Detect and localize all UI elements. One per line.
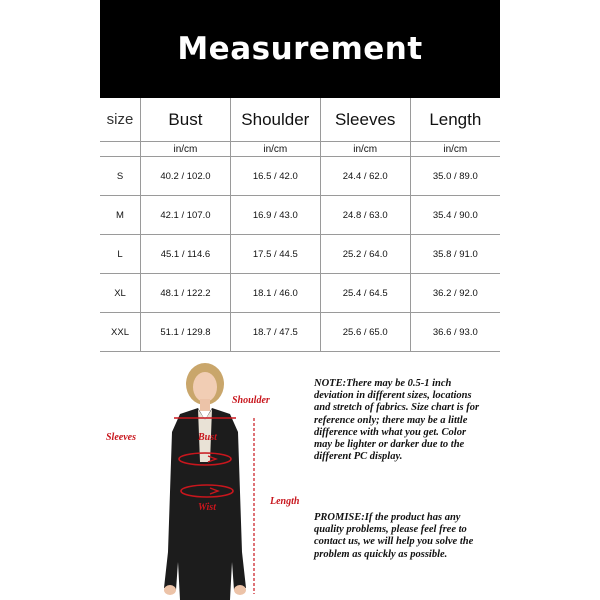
size-cell: XXL <box>100 313 141 352</box>
table-header-row <box>100 98 500 142</box>
shoulder-cell: 16.9 / 43.0 <box>230 196 320 235</box>
unit-cell: in/cm <box>230 142 320 157</box>
sleeves-label: Sleeves <box>106 432 136 443</box>
unit-cell: in/cm <box>141 142 231 157</box>
unit-cell: in/cm <box>410 142 500 157</box>
note-text: NOTE:There may be 0.5-1 inch deviation in different sizes, locations and stretch of fabrics. Size chart is for reference only; there may be a little difference with what you get. Color may be lighter or darker due to the different PC display. <box>314 378 480 463</box>
table-row <box>100 274 500 313</box>
column-header-shoulder: Shoulder <box>230 98 320 142</box>
unit-row <box>100 142 500 157</box>
wist-label: Wist <box>198 502 216 513</box>
length-cell: 35.8 / 91.0 <box>410 235 500 274</box>
table-row <box>100 157 500 196</box>
size-cell: L <box>100 235 141 274</box>
bust-label: Bust <box>198 432 217 443</box>
left-hand-shape <box>164 585 176 595</box>
table-row <box>100 196 500 235</box>
neck-shape <box>200 399 210 411</box>
shoulder-cell: 18.1 / 46.0 <box>230 274 320 313</box>
shoulder-label: Shoulder <box>232 395 270 406</box>
header-banner <box>100 0 500 98</box>
shoulder-cell: 18.7 / 47.5 <box>230 313 320 352</box>
sleeves-cell: 25.4 / 64.5 <box>320 274 410 313</box>
promise-text: PROMISE:If the product has any quality problems, please feel free to contact us, we will help you solve the problem as quickly as possible. <box>314 512 474 560</box>
bust-cell: 40.2 / 102.0 <box>141 157 231 196</box>
shoulder-cell: 16.5 / 42.0 <box>230 157 320 196</box>
length-cell: 36.6 / 93.0 <box>410 313 500 352</box>
table-row <box>100 313 500 352</box>
size-cell: S <box>100 157 141 196</box>
unit-cell-empty <box>100 142 141 157</box>
length-cell: 36.2 / 92.0 <box>410 274 500 313</box>
bust-cell: 48.1 / 122.2 <box>141 274 231 313</box>
bust-cell: 51.1 / 129.8 <box>141 313 231 352</box>
bust-cell: 42.1 / 107.0 <box>141 196 231 235</box>
sleeves-cell: 25.2 / 64.0 <box>320 235 410 274</box>
length-cell: 35.4 / 90.0 <box>410 196 500 235</box>
right-hand-shape <box>234 585 246 595</box>
size-chart-table <box>100 98 500 352</box>
face-shape <box>193 372 217 402</box>
size-cell: XL <box>100 274 141 313</box>
length-cell: 35.0 / 89.0 <box>410 157 500 196</box>
bust-cell: 45.1 / 114.6 <box>141 235 231 274</box>
table-row <box>100 235 500 274</box>
column-header-bust: Bust <box>141 98 231 142</box>
size-column-header: size <box>100 98 141 142</box>
size-cell: M <box>100 196 141 235</box>
column-header-sleeves: Sleeves <box>320 98 410 142</box>
length-label: Length <box>270 496 300 507</box>
shoulder-cell: 17.5 / 44.5 <box>230 235 320 274</box>
page-title: Measurement <box>177 31 423 67</box>
column-header-length: Length <box>410 98 500 142</box>
unit-cell: in/cm <box>320 142 410 157</box>
sleeves-cell: 24.8 / 63.0 <box>320 196 410 235</box>
sleeves-cell: 24.4 / 62.0 <box>320 157 410 196</box>
sleeves-cell: 25.6 / 65.0 <box>320 313 410 352</box>
